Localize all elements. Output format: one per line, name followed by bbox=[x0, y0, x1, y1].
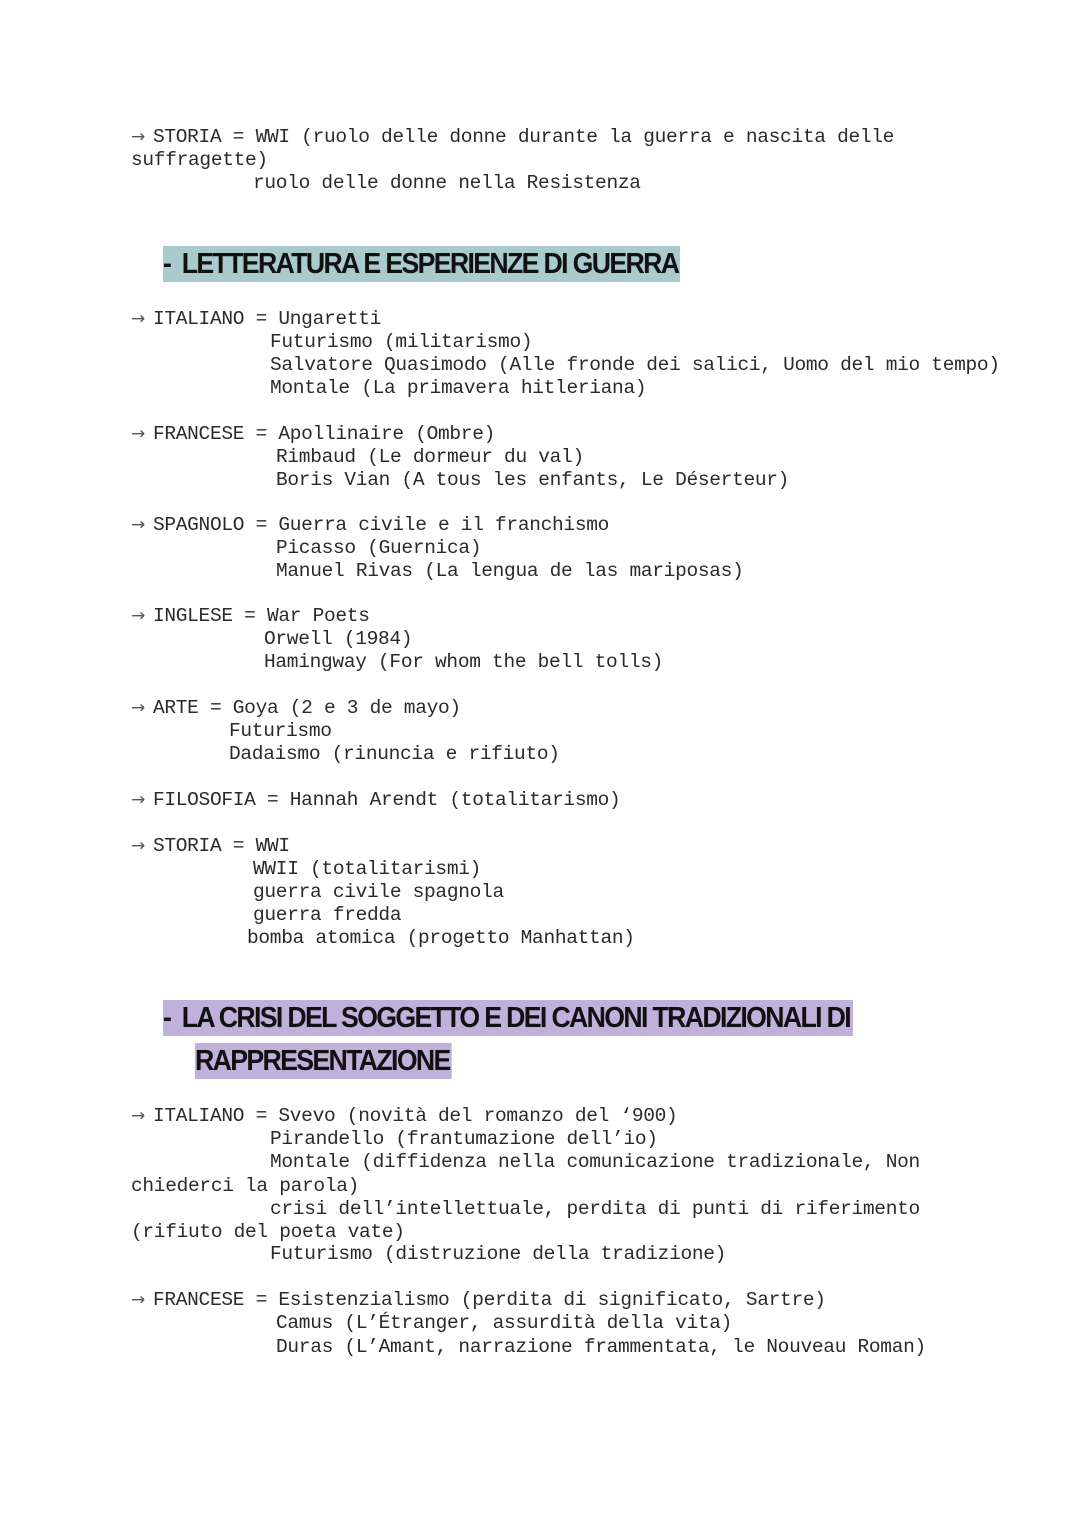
francese-sub-1: Rimbaud (Le dormeur du val) bbox=[276, 446, 584, 468]
arte-sub-1: Futurismo bbox=[229, 720, 332, 742]
italiano2-sub-6: Futurismo (distruzione della tradizione) bbox=[270, 1243, 727, 1265]
francese2-sub-2: Duras (L’Amant, narrazione frammentata, le Nouveau Roman) bbox=[276, 1336, 926, 1358]
spagnolo-sub-2: Manuel Rivas (La lengua de las mariposas) bbox=[276, 560, 744, 582]
italiano2-sub-1: Pirandello (frantumazione dell’io) bbox=[270, 1128, 658, 1150]
francese2-sub-1: Camus (L’Étranger, assurdità della vita) bbox=[276, 1312, 733, 1334]
italiano2-sub-3: chiederci la parola) bbox=[131, 1175, 360, 1197]
inglese-sub-1: Orwell (1984) bbox=[264, 628, 413, 650]
italiano2-sub-2: Montale (diffidenza nella comunicazione tradizionale, Non bbox=[270, 1151, 920, 1173]
italiano-sub-1: Futurismo (militarismo) bbox=[270, 331, 533, 353]
arte-sub-2: Dadaismo (rinuncia e rifiuto) bbox=[229, 743, 560, 765]
filosofia-entry: → FILOSOFIA = Hannah Arendt (totalitarismo) bbox=[131, 789, 621, 811]
francese-entry: → FRANCESE = Apollinaire (Ombre) bbox=[131, 423, 496, 445]
inglese-sub-2: Hamingway (For whom the bell tolls) bbox=[264, 651, 664, 673]
spagnolo-sub-1: Picasso (Guernica) bbox=[276, 537, 482, 559]
arrow-icon: → bbox=[131, 1106, 145, 1126]
italiano-entry: → ITALIANO = Ungaretti bbox=[131, 308, 381, 330]
storia-sub-1: WWII (totalitarismi) bbox=[253, 858, 482, 880]
section-heading-crisis-line-1: - LA CRISI DEL SOGGETTO E DEI CANONI TRADIZIONALI DI bbox=[163, 1000, 853, 1036]
arrow-icon: → bbox=[131, 127, 145, 147]
arte-entry: → ARTE = Goya (2 e 3 de mayo) bbox=[131, 697, 461, 719]
intro-line-2: suffragette) bbox=[131, 149, 268, 171]
intro-line-1: → STORIA = WWI (ruolo delle donne durante la guerra e nascita delle bbox=[131, 126, 895, 148]
italiano-sub-3: Montale (La primavera hitleriana) bbox=[270, 377, 647, 399]
section-heading-crisis-line-2: RAPPRESENTAZIONE bbox=[195, 1045, 450, 1077]
section-heading-war-literature: - LETTERATURA E ESPERIENZE DI GUERRA bbox=[163, 248, 679, 280]
arrow-icon: → bbox=[131, 424, 145, 444]
inglese-entry: → INGLESE = War Poets bbox=[131, 605, 370, 627]
italiano2-entry: → ITALIANO = Svevo (novità del romanzo del ‘900) bbox=[131, 1105, 678, 1127]
spagnolo-entry: → SPAGNOLO = Guerra civile e il franchismo bbox=[131, 514, 610, 536]
arrow-icon: → bbox=[131, 606, 145, 626]
arrow-icon: → bbox=[131, 790, 145, 810]
italiano-sub-2: Salvatore Quasimodo (Alle fronde dei salici, Uomo del mio tempo) bbox=[270, 354, 1000, 376]
intro-line-3: ruolo delle donne nella Resistenza bbox=[253, 172, 641, 194]
arrow-icon: → bbox=[131, 698, 145, 718]
francese2-entry: → FRANCESE = Esistenzialismo (perdita di significato, Sartre) bbox=[131, 1289, 826, 1311]
storia-entry: → STORIA = WWI bbox=[131, 835, 290, 857]
italiano2-sub-4: crisi dell’intellettuale, perdita di punti di riferimento bbox=[270, 1198, 920, 1220]
storia-sub-4: bomba atomica (progetto Manhattan) bbox=[247, 927, 635, 949]
arrow-icon: → bbox=[131, 515, 145, 535]
storia-sub-2: guerra civile spagnola bbox=[253, 881, 504, 903]
italiano2-sub-5: (rifiuto del poeta vate) bbox=[131, 1221, 405, 1243]
arrow-icon: → bbox=[131, 836, 145, 856]
arrow-icon: → bbox=[131, 309, 145, 329]
francese-sub-2: Boris Vian (A tous les enfants, Le Déserteur) bbox=[276, 469, 790, 491]
arrow-icon: → bbox=[131, 1290, 145, 1310]
storia-sub-3: guerra fredda bbox=[253, 904, 402, 926]
